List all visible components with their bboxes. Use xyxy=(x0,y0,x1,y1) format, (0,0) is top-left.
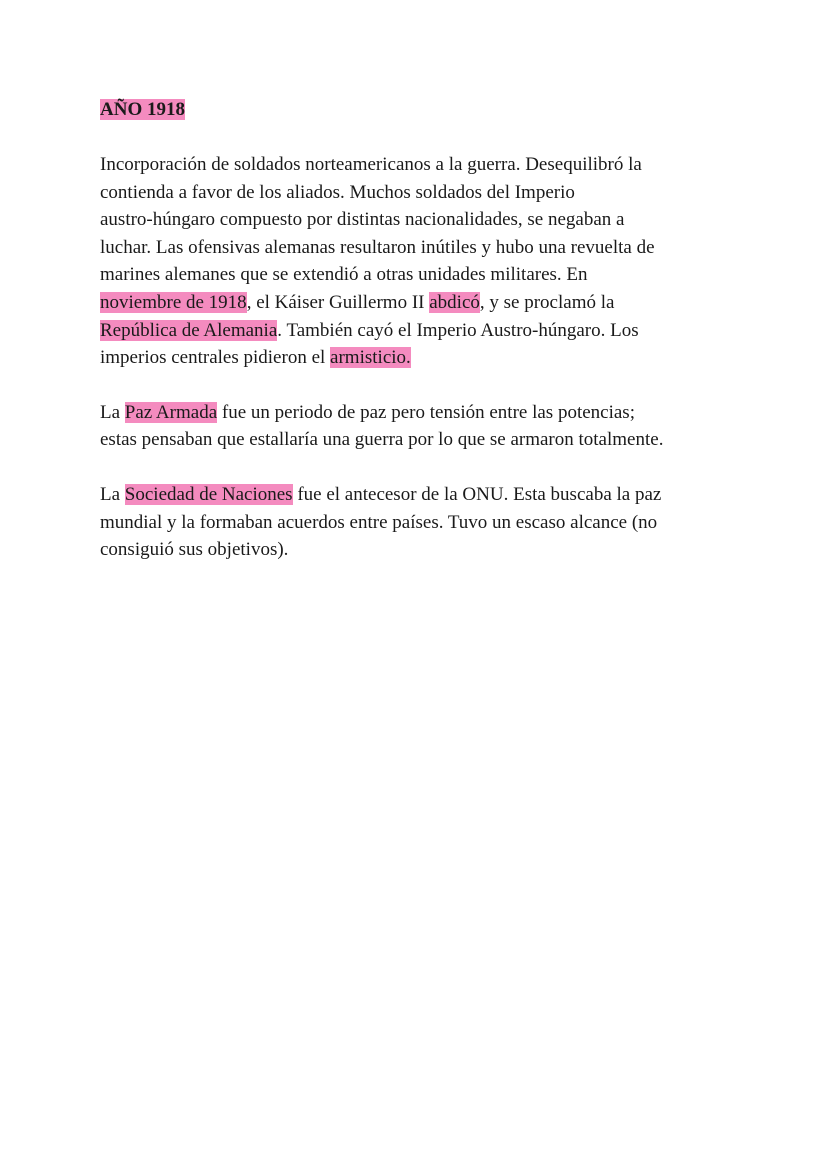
paragraph-line xyxy=(100,344,740,372)
highlight-sociedad-naciones: Sociedad de Naciones xyxy=(124,483,293,505)
paragraph-line: contienda a favor de los aliados. Muchos soldados del Imperio xyxy=(100,181,575,203)
paragraph-sociedad-naciones xyxy=(100,481,740,564)
text-segment: , el Káiser Guillermo II xyxy=(246,291,430,313)
paragraph-line xyxy=(100,399,740,427)
paragraph-line: estas pensaban que estallaría una guerra por lo que se armaron totalmente. xyxy=(100,429,664,451)
paragraph-line: Incorporación de soldados norteamericanos a la guerra. Desequilibró la xyxy=(100,154,642,175)
paragraph-line xyxy=(100,481,740,509)
paragraph-line: luchar. Las ofensivas alemanas resultaron inútiles y hubo una revuelta de xyxy=(100,236,655,258)
paragraph-line xyxy=(100,289,740,317)
title-highlight: AÑO 1918 xyxy=(100,99,185,120)
highlight-noviembre-1918: noviembre de 1918 xyxy=(100,291,247,313)
text-segment: imperios centrales pidieron el xyxy=(100,347,331,369)
paragraph-line: mundial y la formaban acuerdos entre países. Tuvo un escaso alcance (no xyxy=(100,511,658,533)
highlight-armisticio: armisticio. xyxy=(330,347,411,369)
highlight-abdico: abdicó xyxy=(429,291,480,313)
text-segment: . También cayó el Imperio Austro-húngaro. Los xyxy=(277,319,639,341)
text-segment: fue el antecesor de la ONU. Esta buscaba la paz xyxy=(292,483,662,505)
highlight-paz-armada: Paz Armada xyxy=(124,401,218,423)
text-segment: , y se proclamó la xyxy=(479,291,615,313)
paragraph-line: marines alemanes que se extendió a otras unidades militares. En xyxy=(100,264,588,286)
paragraph-line: consiguió sus objetivos). xyxy=(100,539,289,561)
highlight-republica-alemania: República de Alemania xyxy=(100,319,278,341)
paragraph-1918 xyxy=(100,151,740,372)
paragraph-paz-armada xyxy=(100,399,740,454)
paragraph-line xyxy=(100,317,740,345)
paragraph-line: austro-húngaro compuesto por distintas nacionalidades, se negaban a xyxy=(100,209,625,231)
text-segment: fue un periodo de paz pero tensión entre las potencias; xyxy=(217,401,635,423)
text-segment: La xyxy=(100,401,125,423)
page-title xyxy=(100,96,740,124)
document-page xyxy=(100,96,740,591)
text-segment: La xyxy=(100,483,125,505)
